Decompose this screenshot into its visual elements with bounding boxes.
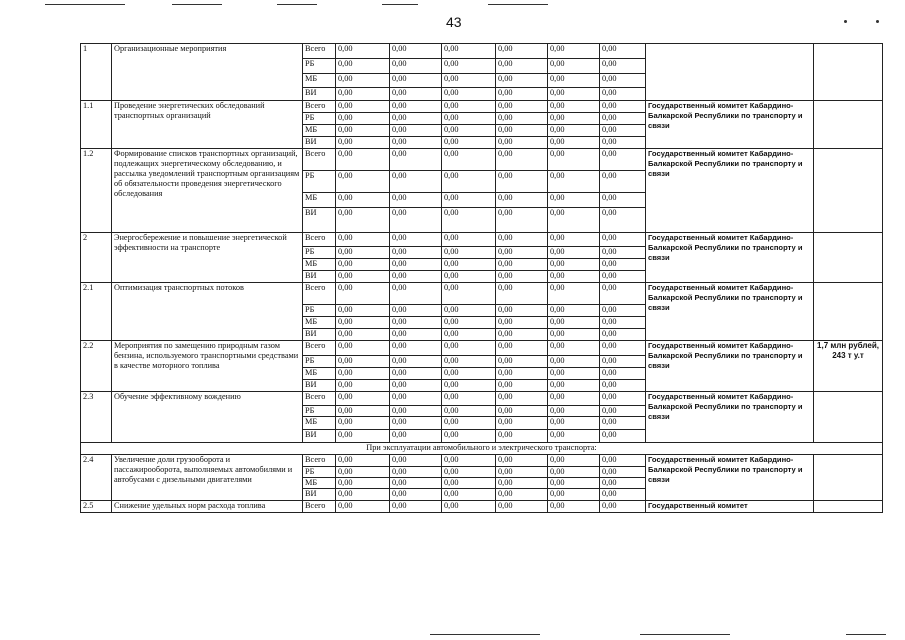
funding-source: ВИ	[303, 380, 336, 392]
amount-cell: 0,00	[496, 341, 548, 356]
amount-cell: 0,00	[442, 305, 496, 317]
amount-cell: 0,00	[442, 380, 496, 392]
responsible-executor	[646, 44, 814, 101]
item-number: 1.2	[81, 149, 112, 233]
amount-cell: 0,00	[548, 406, 600, 417]
amount-cell: 0,00	[600, 74, 646, 88]
amount-cell: 0,00	[600, 113, 646, 125]
scan-artifact-line	[172, 4, 222, 5]
funding-source: МБ	[303, 259, 336, 271]
amount-cell: 0,00	[548, 193, 600, 208]
amount-cell: 0,00	[442, 406, 496, 417]
amount-cell: 0,00	[390, 341, 442, 356]
amount-cell: 0,00	[442, 74, 496, 88]
amount-cell: 0,00	[548, 417, 600, 430]
amount-cell: 0,00	[336, 208, 390, 233]
amount-cell: 0,00	[336, 467, 390, 478]
amount-cell: 0,00	[600, 59, 646, 74]
funding-source: РБ	[303, 113, 336, 125]
amount-cell: 0,00	[442, 101, 496, 113]
amount-cell: 0,00	[336, 368, 390, 380]
amount-cell: 0,00	[600, 455, 646, 467]
scan-artifact-line	[846, 634, 886, 635]
amount-cell: 0,00	[390, 74, 442, 88]
amount-cell: 0,00	[336, 88, 390, 101]
amount-cell: 0,00	[496, 171, 548, 193]
item-number: 2.2	[81, 341, 112, 392]
amount-cell: 0,00	[600, 317, 646, 329]
amount-cell: 0,00	[600, 233, 646, 247]
responsible-executor: Государственный комитет	[646, 501, 814, 513]
amount-cell: 0,00	[548, 233, 600, 247]
amount-cell: 0,00	[442, 455, 496, 467]
amount-cell: 0,00	[442, 478, 496, 489]
amount-cell: 0,00	[496, 478, 548, 489]
scan-artifact-line	[488, 4, 548, 5]
amount-cell: 0,00	[548, 101, 600, 113]
amount-cell: 0,00	[496, 233, 548, 247]
amount-cell: 0,00	[336, 489, 390, 501]
amount-cell: 0,00	[496, 380, 548, 392]
amount-cell: 0,00	[390, 329, 442, 341]
item-number: 2.4	[81, 455, 112, 501]
amount-cell: 0,00	[390, 59, 442, 74]
amount-cell: 0,00	[390, 125, 442, 137]
amount-cell: 0,00	[600, 247, 646, 259]
amount-cell: 0,00	[390, 283, 442, 305]
amount-cell: 0,00	[442, 113, 496, 125]
amount-cell: 0,00	[548, 171, 600, 193]
amount-cell: 0,00	[600, 406, 646, 417]
amount-cell: 0,00	[442, 44, 496, 59]
amount-cell: 0,00	[600, 341, 646, 356]
amount-cell: 0,00	[548, 271, 600, 283]
amount-cell: 0,00	[548, 368, 600, 380]
table-row	[81, 283, 883, 305]
amount-cell: 0,00	[548, 501, 600, 513]
amount-cell: 0,00	[548, 59, 600, 74]
amount-cell: 0,00	[548, 430, 600, 443]
amount-cell: 0,00	[496, 259, 548, 271]
amount-cell: 0,00	[548, 317, 600, 329]
amount-cell: 0,00	[442, 356, 496, 368]
amount-cell: 0,00	[496, 44, 548, 59]
program-table	[80, 43, 883, 513]
item-name: Организационные мероприятия	[112, 44, 303, 101]
amount-cell: 0,00	[548, 259, 600, 271]
amount-cell: 0,00	[336, 233, 390, 247]
amount-cell: 0,00	[600, 101, 646, 113]
funding-source: ВИ	[303, 208, 336, 233]
amount-cell: 0,00	[336, 259, 390, 271]
amount-cell: 0,00	[390, 406, 442, 417]
item-name: Формирование списков транспортных организаций, подлежащих энергетическому обследованию, и рассылка уведомлений транспортным организациям об обязательности проведения энергетического обследования	[112, 149, 303, 233]
table-row	[81, 341, 883, 356]
amount-cell: 0,00	[390, 271, 442, 283]
amount-cell: 0,00	[600, 171, 646, 193]
amount-cell: 0,00	[496, 101, 548, 113]
funding-source: ВИ	[303, 137, 336, 149]
amount-cell: 0,00	[496, 417, 548, 430]
amount-cell: 0,00	[442, 247, 496, 259]
amount-cell: 0,00	[442, 88, 496, 101]
amount-cell: 0,00	[442, 125, 496, 137]
responsible-executor: Государственный комитет Кабардино-Балкарской Республики по транспорту и связи	[646, 455, 814, 501]
amount-cell: 0,00	[336, 478, 390, 489]
amount-cell: 0,00	[442, 271, 496, 283]
section-heading: При эксплуатации автомобильного и электрического транспорта:	[81, 443, 883, 455]
amount-cell: 0,00	[390, 430, 442, 443]
amount-cell: 0,00	[390, 317, 442, 329]
amount-cell: 0,00	[336, 317, 390, 329]
expected-result	[814, 455, 883, 501]
amount-cell: 0,00	[442, 208, 496, 233]
scan-artifact-dot	[844, 20, 847, 23]
amount-cell: 0,00	[496, 283, 548, 305]
item-name: Энергосбережение и повышение энергетической эффективности на транспорте	[112, 233, 303, 283]
amount-cell: 0,00	[548, 208, 600, 233]
funding-source: РБ	[303, 59, 336, 74]
amount-cell: 0,00	[336, 356, 390, 368]
scan-artifact-line	[382, 4, 418, 5]
funding-source: Всего	[303, 233, 336, 247]
funding-source: РБ	[303, 171, 336, 193]
amount-cell: 0,00	[600, 467, 646, 478]
amount-cell: 0,00	[600, 478, 646, 489]
amount-cell: 0,00	[336, 137, 390, 149]
table-row	[81, 149, 883, 171]
funding-source: МБ	[303, 417, 336, 430]
amount-cell: 0,00	[548, 467, 600, 478]
funding-source: Всего	[303, 455, 336, 467]
amount-cell: 0,00	[390, 467, 442, 478]
amount-cell: 0,00	[336, 125, 390, 137]
funding-source: Всего	[303, 501, 336, 513]
scan-artifact-line	[640, 634, 730, 635]
amount-cell: 0,00	[496, 356, 548, 368]
amount-cell: 0,00	[548, 489, 600, 501]
page-number: 43	[446, 14, 462, 30]
amount-cell: 0,00	[336, 430, 390, 443]
table-row	[81, 455, 883, 467]
amount-cell: 0,00	[600, 356, 646, 368]
amount-cell: 0,00	[442, 149, 496, 171]
amount-cell: 0,00	[442, 368, 496, 380]
funding-source: Всего	[303, 149, 336, 171]
amount-cell: 0,00	[390, 171, 442, 193]
amount-cell: 0,00	[548, 341, 600, 356]
table-row	[81, 233, 883, 247]
amount-cell: 0,00	[390, 356, 442, 368]
amount-cell: 0,00	[600, 259, 646, 271]
amount-cell: 0,00	[390, 392, 442, 406]
item-number: 1.1	[81, 101, 112, 149]
amount-cell: 0,00	[496, 137, 548, 149]
item-number: 2.5	[81, 501, 112, 513]
amount-cell: 0,00	[336, 44, 390, 59]
amount-cell: 0,00	[390, 247, 442, 259]
amount-cell: 0,00	[442, 501, 496, 513]
amount-cell: 0,00	[390, 101, 442, 113]
amount-cell: 0,00	[336, 455, 390, 467]
table-row	[81, 392, 883, 406]
responsible-executor: Государственный комитет Кабардино-Балкарской Республики по транспорту и связи	[646, 283, 814, 341]
amount-cell: 0,00	[548, 125, 600, 137]
amount-cell: 0,00	[548, 478, 600, 489]
funding-source: МБ	[303, 317, 336, 329]
amount-cell: 0,00	[390, 380, 442, 392]
amount-cell: 0,00	[336, 171, 390, 193]
amount-cell: 0,00	[548, 283, 600, 305]
expected-result	[814, 501, 883, 513]
amount-cell: 0,00	[548, 380, 600, 392]
amount-cell: 0,00	[336, 417, 390, 430]
amount-cell: 0,00	[496, 489, 548, 501]
funding-source: РБ	[303, 467, 336, 478]
amount-cell: 0,00	[442, 171, 496, 193]
amount-cell: 0,00	[548, 44, 600, 59]
amount-cell: 0,00	[496, 430, 548, 443]
responsible-executor: Государственный комитет Кабардино-Балкарской Республики по транспорту и связи	[646, 392, 814, 443]
amount-cell: 0,00	[442, 137, 496, 149]
amount-cell: 0,00	[336, 193, 390, 208]
amount-cell: 0,00	[442, 467, 496, 478]
scan-artifact-line	[45, 4, 125, 5]
amount-cell: 0,00	[336, 271, 390, 283]
amount-cell: 0,00	[600, 283, 646, 305]
funding-source: МБ	[303, 74, 336, 88]
amount-cell: 0,00	[336, 283, 390, 305]
amount-cell: 0,00	[600, 380, 646, 392]
item-name: Снижение удельных норм расхода топлива	[112, 501, 303, 513]
expected-result	[814, 392, 883, 443]
funding-source: ВИ	[303, 88, 336, 101]
amount-cell: 0,00	[496, 455, 548, 467]
amount-cell: 0,00	[336, 305, 390, 317]
amount-cell: 0,00	[442, 233, 496, 247]
amount-cell: 0,00	[390, 259, 442, 271]
funding-source: МБ	[303, 368, 336, 380]
amount-cell: 0,00	[336, 113, 390, 125]
amount-cell: 0,00	[496, 392, 548, 406]
funding-source: ВИ	[303, 271, 336, 283]
expected-result	[814, 149, 883, 233]
amount-cell: 0,00	[600, 88, 646, 101]
amount-cell: 0,00	[548, 455, 600, 467]
funding-source: Всего	[303, 341, 336, 356]
amount-cell: 0,00	[496, 74, 548, 88]
amount-cell: 0,00	[390, 44, 442, 59]
amount-cell: 0,00	[390, 478, 442, 489]
amount-cell: 0,00	[442, 341, 496, 356]
amount-cell: 0,00	[600, 392, 646, 406]
amount-cell: 0,00	[496, 149, 548, 171]
amount-cell: 0,00	[548, 356, 600, 368]
amount-cell: 0,00	[496, 317, 548, 329]
amount-cell: 0,00	[442, 392, 496, 406]
amount-cell: 0,00	[336, 74, 390, 88]
expected-result	[814, 233, 883, 283]
funding-source: РБ	[303, 247, 336, 259]
amount-cell: 0,00	[600, 329, 646, 341]
amount-cell: 0,00	[390, 208, 442, 233]
amount-cell: 0,00	[442, 259, 496, 271]
amount-cell: 0,00	[496, 125, 548, 137]
amount-cell: 0,00	[600, 368, 646, 380]
amount-cell: 0,00	[600, 149, 646, 171]
amount-cell: 0,00	[442, 283, 496, 305]
expected-result	[814, 44, 883, 101]
amount-cell: 0,00	[442, 329, 496, 341]
amount-cell: 0,00	[336, 392, 390, 406]
amount-cell: 0,00	[390, 489, 442, 501]
section-row	[81, 443, 883, 455]
amount-cell: 0,00	[496, 193, 548, 208]
funding-source: Всего	[303, 44, 336, 59]
item-number: 2	[81, 233, 112, 283]
amount-cell: 0,00	[548, 149, 600, 171]
item-name: Увеличение доли грузооборота и пассажирооборота, выполняемых автомобилями и автобусами с дизельными двигателями	[112, 455, 303, 501]
amount-cell: 0,00	[600, 305, 646, 317]
item-name: Оптимизация транспортных потоков	[112, 283, 303, 341]
item-number: 2.1	[81, 283, 112, 341]
item-number: 1	[81, 44, 112, 101]
item-number: 2.3	[81, 392, 112, 443]
amount-cell: 0,00	[390, 417, 442, 430]
expected-result	[814, 101, 883, 149]
amount-cell: 0,00	[548, 137, 600, 149]
amount-cell: 0,00	[496, 467, 548, 478]
amount-cell: 0,00	[496, 501, 548, 513]
amount-cell: 0,00	[600, 44, 646, 59]
scan-artifact-dot	[876, 20, 879, 23]
amount-cell: 0,00	[390, 501, 442, 513]
amount-cell: 0,00	[600, 208, 646, 233]
amount-cell: 0,00	[336, 247, 390, 259]
amount-cell: 0,00	[600, 489, 646, 501]
funding-source: МБ	[303, 125, 336, 137]
amount-cell: 0,00	[390, 113, 442, 125]
amount-cell: 0,00	[336, 329, 390, 341]
funding-source: Всего	[303, 283, 336, 305]
funding-source: ВИ	[303, 489, 336, 501]
table-row	[81, 44, 883, 59]
funding-source: ВИ	[303, 430, 336, 443]
table-row	[81, 101, 883, 113]
amount-cell: 0,00	[442, 430, 496, 443]
amount-cell: 0,00	[336, 406, 390, 417]
amount-cell: 0,00	[390, 88, 442, 101]
funding-source: РБ	[303, 406, 336, 417]
amount-cell: 0,00	[496, 406, 548, 417]
amount-cell: 0,00	[336, 149, 390, 171]
funding-source: Всего	[303, 392, 336, 406]
amount-cell: 0,00	[600, 137, 646, 149]
amount-cell: 0,00	[390, 305, 442, 317]
amount-cell: 0,00	[496, 59, 548, 74]
funding-source: ВИ	[303, 329, 336, 341]
amount-cell: 0,00	[336, 380, 390, 392]
expected-result: 1,7 млн рублей, 243 т у.т	[814, 341, 883, 392]
amount-cell: 0,00	[442, 317, 496, 329]
amount-cell: 0,00	[600, 417, 646, 430]
item-name: Обучение эффективному вождению	[112, 392, 303, 443]
scan-artifact-line	[430, 634, 540, 635]
amount-cell: 0,00	[390, 137, 442, 149]
amount-cell: 0,00	[442, 59, 496, 74]
amount-cell: 0,00	[390, 455, 442, 467]
amount-cell: 0,00	[336, 59, 390, 74]
amount-cell: 0,00	[496, 88, 548, 101]
amount-cell: 0,00	[442, 193, 496, 208]
amount-cell: 0,00	[390, 233, 442, 247]
responsible-executor: Государственный комитет Кабардино-Балкарской Республики по транспорту и связи	[646, 101, 814, 149]
item-name: Проведение энергетических обследований транспортных организаций	[112, 101, 303, 149]
amount-cell: 0,00	[548, 88, 600, 101]
amount-cell: 0,00	[548, 74, 600, 88]
table-row	[81, 501, 883, 513]
amount-cell: 0,00	[496, 247, 548, 259]
responsible-executor: Государственный комитет Кабардино-Балкарской Республики по транспорту и связи	[646, 341, 814, 392]
amount-cell: 0,00	[336, 341, 390, 356]
funding-source: МБ	[303, 193, 336, 208]
amount-cell: 0,00	[390, 149, 442, 171]
funding-source: МБ	[303, 478, 336, 489]
amount-cell: 0,00	[600, 501, 646, 513]
amount-cell: 0,00	[548, 305, 600, 317]
amount-cell: 0,00	[442, 417, 496, 430]
amount-cell: 0,00	[600, 271, 646, 283]
responsible-executor: Государственный комитет Кабардино-Балкарской Республики по транспорту и связи	[646, 149, 814, 233]
amount-cell: 0,00	[390, 193, 442, 208]
amount-cell: 0,00	[548, 247, 600, 259]
amount-cell: 0,00	[496, 271, 548, 283]
amount-cell: 0,00	[548, 392, 600, 406]
amount-cell: 0,00	[600, 125, 646, 137]
amount-cell: 0,00	[442, 489, 496, 501]
funding-source: РБ	[303, 305, 336, 317]
amount-cell: 0,00	[496, 113, 548, 125]
amount-cell: 0,00	[548, 329, 600, 341]
amount-cell: 0,00	[496, 368, 548, 380]
amount-cell: 0,00	[548, 113, 600, 125]
amount-cell: 0,00	[496, 208, 548, 233]
amount-cell: 0,00	[600, 430, 646, 443]
amount-cell: 0,00	[496, 305, 548, 317]
amount-cell: 0,00	[496, 329, 548, 341]
expected-result	[814, 283, 883, 341]
amount-cell: 0,00	[336, 101, 390, 113]
amount-cell: 0,00	[336, 501, 390, 513]
funding-source: РБ	[303, 356, 336, 368]
scan-artifact-line	[277, 4, 317, 5]
responsible-executor: Государственный комитет Кабардино-Балкарской Республики по транспорту и связи	[646, 233, 814, 283]
amount-cell: 0,00	[600, 193, 646, 208]
amount-cell: 0,00	[390, 368, 442, 380]
item-name: Мероприятия по замещению природным газом бензина, используемого транспортными средствами в качестве моторного топлива	[112, 341, 303, 392]
funding-source: Всего	[303, 101, 336, 113]
